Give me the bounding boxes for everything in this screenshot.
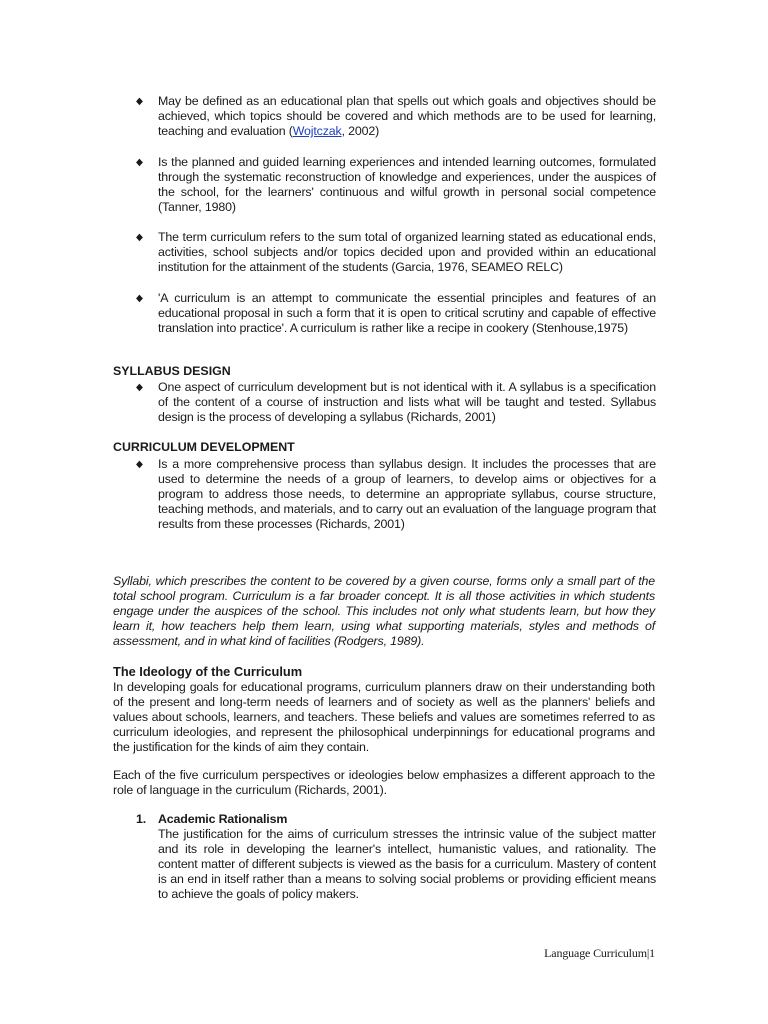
section-heading-syllabus: SYLLABUS DESIGN	[113, 364, 231, 378]
syllabus-text: One aspect of curriculum development but is not identical with it. A syllabus is a specification of the content of a course of instruction and lists what will be taught and tested. Syllabus design is the process of developing a syllabus (Richards, 2001)	[158, 380, 656, 424]
definition-item	[136, 94, 656, 139]
diamond-bullet-icon: ◆	[136, 293, 143, 304]
definition-item	[136, 291, 656, 336]
citation-link[interactable]: Wojtczak	[292, 124, 342, 138]
diamond-bullet-icon: ◆	[136, 382, 143, 393]
curriculum-development-text: Is a more comprehensive process than syllabus design. It includes the processes that are used to determine the needs of a group of learners, to develop aims or objectives for a program to address those needs, to determine an appropriate syllabus, course structure, teaching methods, and materials, and to carry out an evaluation of the language program that results from these processes (Richards, 2001)	[158, 457, 656, 531]
diamond-bullet-icon: ◆	[136, 459, 143, 470]
diamond-bullet-icon: ◆	[136, 157, 143, 168]
ideology-perspectives-paragraph: Each of the five curriculum perspectives or ideologies below emphasizes a different approach to the role of language in the curriculum (Richards, 2001).	[113, 768, 655, 797]
list-number: 1.	[136, 812, 147, 826]
page-footer: Language Curriculum|1	[544, 946, 655, 960]
ideology-list-item	[136, 812, 656, 902]
definition-text: The term curriculum refers to the sum total of organized learning stated as educational ends, activities, school subjects and/or topics decided upon and provided within an educational institution for the attainment of the students (Garcia, 1976, SEAMEO RELC)	[158, 230, 656, 274]
diamond-bullet-icon: ◆	[136, 232, 143, 243]
definition-text: Is the planned and guided learning experiences and intended learning outcomes, formulated through the systematic reconstruction of knowledge and experiences, under the auspices of the school, for the learners' continuous and wilful growth in personal social competence (Tanner, 1980)	[158, 155, 656, 214]
syllabi-paragraph: Syllabi, which prescribes the content to be covered by a given course, forms only a small part of the total school program. Curriculum is a far broader concept. It is all those activities in which students engage under the auspices of the school. This includes not only what students learn, but how they learn it, how teachers help them learn, using what supporting materials, styles and methods of assessment, and in what kind of facilities (Rodgers, 1989).	[113, 574, 655, 648]
ideology-text: The justification for the aims of curriculum stresses the intrinsic value of the subject matter and its role in developing the learner's intellect, humanistic values, and rationality. The content matter of different subjects is viewed as the basis for a curriculum. Mastery of content is an end in itself rather than a means to solving social problems or providing efficient means to achieve the goals of policy makers.	[158, 827, 656, 901]
definition-item	[136, 155, 656, 215]
definition-item	[136, 230, 656, 275]
ideology-paragraph: In developing goals for educational programs, curriculum planners draw on their understanding both of the present and long-term needs of learners and of society as well as the planners' beliefs and values about schools, learners, and teachers. These beliefs and values are sometimes referred to as curriculum ideologies, and represent the philosophical underpinnings for educational programs and the justification for the kinds of aim they contain.	[113, 680, 655, 754]
ideology-title: Academic Rationalism	[158, 812, 288, 826]
definition-text: May be defined as an educational plan that spells out which goals and objectives should be achieved, which topics should be covered and which methods are to be used for learning, teaching and evaluation (Wojtczak, 2002)	[158, 94, 656, 138]
section-heading-curriculum-development: CURRICULUM DEVELOPMENT	[113, 440, 295, 454]
syllabus-item	[136, 380, 656, 425]
curriculum-development-item	[136, 457, 656, 532]
section-heading-ideology: The Ideology of the Curriculum	[113, 664, 303, 679]
diamond-bullet-icon: ◆	[136, 96, 143, 107]
definition-text: 'A curriculum is an attempt to communicate the essential principles and features of an educational proposal in such a form that it is open to critical scrutiny and capable of effective translation into practice'. A curriculum is rather like a recipe in cookery (Stenhouse,1975)	[158, 291, 656, 335]
